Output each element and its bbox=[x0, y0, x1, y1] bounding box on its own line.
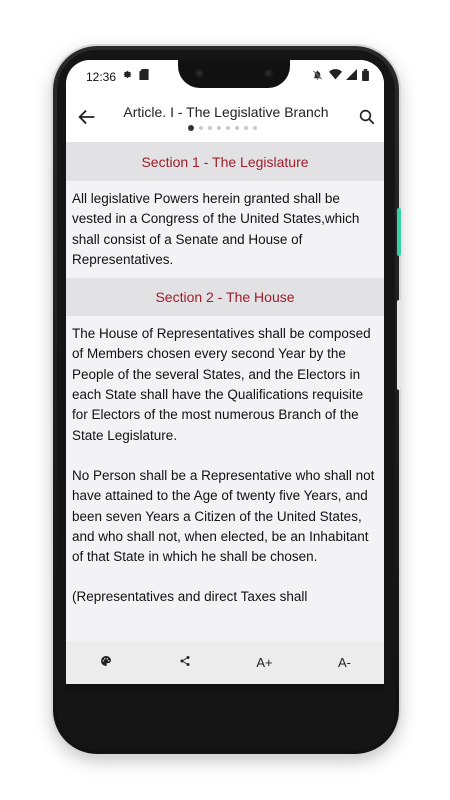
system-nav-bar bbox=[66, 684, 384, 690]
page-indicator bbox=[188, 125, 257, 131]
notifications-off-icon bbox=[312, 69, 323, 84]
paragraph: The House of Representatives shall be composed of Members chosen every second Year by the People of the several States, and the Electors in each State shall have the Qualifications requisite for Electors of the most numerous Branch of the State Legislature. bbox=[72, 326, 371, 443]
section-text bbox=[66, 181, 384, 278]
back-arrow-icon[interactable] bbox=[76, 106, 98, 128]
wifi-icon bbox=[329, 69, 342, 83]
share-button[interactable] bbox=[145, 641, 224, 684]
section-text bbox=[66, 316, 384, 616]
section-2 bbox=[66, 278, 384, 616]
gear-icon bbox=[122, 69, 133, 83]
bottom-toolbar bbox=[66, 641, 384, 684]
camera-notch bbox=[178, 60, 290, 88]
theme-button[interactable] bbox=[66, 641, 145, 684]
section-heading: Section 2 - The House bbox=[66, 278, 384, 316]
decrease-font-button[interactable]: A- bbox=[338, 655, 351, 670]
page-dot bbox=[208, 126, 212, 130]
volume-button bbox=[397, 300, 401, 390]
paragraph: (Representatives and direct Taxes shall bbox=[72, 589, 308, 605]
front-camera bbox=[195, 69, 204, 78]
page-dot bbox=[253, 126, 257, 130]
page-dot bbox=[235, 126, 239, 130]
status-time: 12:36 bbox=[86, 70, 117, 84]
front-camera-secondary bbox=[264, 69, 273, 78]
section-heading: Section 1 - The Legislature bbox=[66, 143, 384, 181]
page-dot bbox=[244, 126, 248, 130]
page-dot bbox=[199, 126, 203, 130]
share-icon bbox=[179, 655, 191, 670]
palette-icon bbox=[100, 655, 112, 670]
page-title: Article. I - The Legislative Branch bbox=[123, 104, 329, 120]
page-dot bbox=[188, 125, 194, 131]
search-icon[interactable] bbox=[358, 108, 376, 126]
paragraph: All legislative Powers herein granted shall be vested in a Congress of the United States,which shall consist of a Senate and House of Representatives. bbox=[72, 191, 360, 267]
increase-font-button[interactable]: A+ bbox=[256, 655, 273, 670]
section-1 bbox=[66, 143, 384, 278]
app-bar bbox=[66, 94, 384, 143]
screen bbox=[66, 60, 384, 690]
status-bar bbox=[66, 60, 384, 94]
article-content[interactable] bbox=[66, 143, 384, 641]
sd-card-icon bbox=[139, 69, 149, 83]
paragraph: No Person shall be a Representative who shall not have attained to the Age of twenty five Years, and been seven Years a Citizen of the United States, and who shall not, when elected, be an Inhabitant of that State in which he shall be chosen. bbox=[72, 467, 375, 565]
battery-icon bbox=[362, 69, 369, 84]
page-dot bbox=[217, 126, 221, 130]
signal-icon bbox=[346, 69, 357, 83]
page-dot bbox=[226, 126, 230, 130]
power-button bbox=[397, 208, 401, 256]
